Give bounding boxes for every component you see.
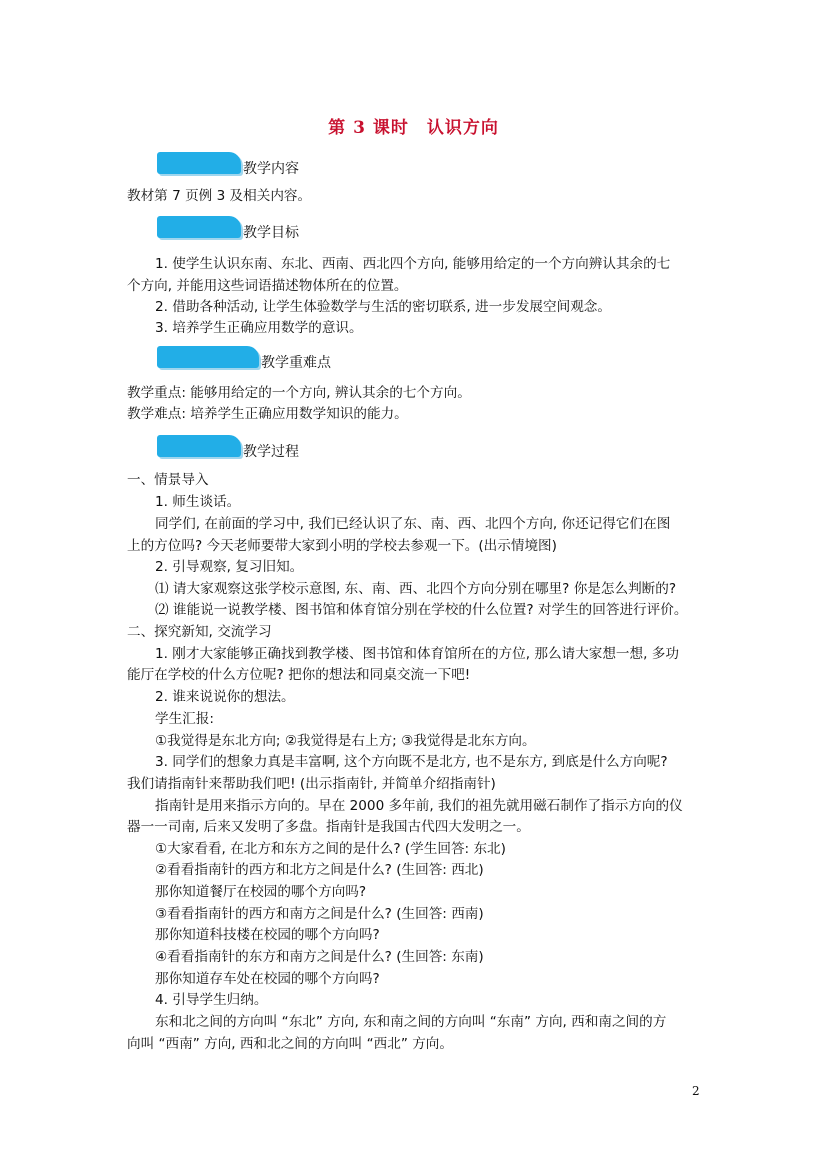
section-label: 教学目标 xyxy=(243,225,299,241)
text-line: 2. 谁来说说你的想法。 xyxy=(155,689,295,705)
text-line: 1. 师生谈话。 xyxy=(155,494,241,510)
text-line: ③看看指南针的西方和南方之间是什么? (生回答: 西南) xyxy=(155,906,484,922)
section-label: 教学过程 xyxy=(243,444,299,460)
text-line: 能厅在学校的什么方位呢? 把你的想法和同桌交流一下吧! xyxy=(127,667,471,683)
section-label: 教学重难点 xyxy=(261,355,331,371)
lesson-title: 第 3 课时 认识方向 xyxy=(328,118,499,138)
text-line: 1. 刚才大家能够正确找到教学楼、图书馆和体育馆所在的方位, 那么请大家想一想, 多功 xyxy=(155,646,679,662)
section-tab-decoration xyxy=(157,216,241,238)
text-line: ④看看指南针的东方和南方之间是什么? (生回答: 东南) xyxy=(155,949,484,965)
text-line: 二、探究新知, 交流学习 xyxy=(127,624,272,640)
text-line: 学生汇报: xyxy=(155,711,214,727)
text-line: 东和北之间的方向叫 “东北” 方向, 东和南之间的方向叫 “东南” 方向, 西和南之间的方 xyxy=(155,1014,667,1030)
text-line: 那你知道科技楼在校园的哪个方向吗? xyxy=(155,927,380,943)
text-line: ①我觉得是东北方向; ②我觉得是右上方; ③我觉得是北东方向。 xyxy=(155,733,536,749)
section-tab-decoration xyxy=(157,435,241,457)
text-line: 那你知道餐厅在校园的哪个方向吗? xyxy=(155,884,367,900)
text-line: ②看看指南针的西方和北方之间是什么? (生回答: 西北) xyxy=(155,862,484,878)
text-line: 3. 同学们的想象力真是丰富啊, 这个方向既不是北方, 也不是东方, 到底是什么方向呢? xyxy=(155,754,668,770)
text-line: 一、情景导入 xyxy=(127,472,209,488)
text-line: 4. 引导学生归纳。 xyxy=(155,992,268,1008)
section-label: 教学内容 xyxy=(243,161,299,177)
text-line: 2. 借助各种活动, 让学生体验数学与生活的密切联系, 进一步发展空间观念。 xyxy=(155,299,611,315)
text-line: 上的方位吗? 今天老师要带大家到小明的学校去参观一下。(出示情境图) xyxy=(127,538,557,554)
text-line: 同学们, 在前面的学习中, 我们已经认识了东、南、西、北四个方向, 你还记得它们在图 xyxy=(155,516,671,532)
text-line: 2. 引导观察, 复习旧知。 xyxy=(155,559,304,575)
text-line: 那你知道存车处在校园的哪个方向吗? xyxy=(155,971,380,987)
text-line: 3. 培养学生正确应用数学的意识。 xyxy=(155,320,363,336)
text-line: 向叫 “西南” 方向, 西和北之间的方向叫 “西北” 方向。 xyxy=(127,1036,453,1052)
page-number: 2 xyxy=(692,1084,700,1098)
text-line: 指南针是用来指示方向的。早在 2000 多年前, 我们的祖先就用磁石制作了指示方向的仪 xyxy=(155,798,683,814)
text-line: ①大家看看, 在北方和东方之间的是什么? (学生回答: 东北) xyxy=(155,841,506,857)
text-line: 教学难点: 培养学生正确应用数学知识的能力。 xyxy=(127,406,408,422)
text-line: 教材第 7 页例 3 及相关内容。 xyxy=(127,188,312,204)
text-line: ⑴ 请大家观察这张学校示意图, 东、南、西、北四个方向分别在哪里? 你是怎么判断的? xyxy=(155,581,677,597)
section-tab-decoration xyxy=(157,346,259,368)
text-line: 个方向, 并能用这些词语描述物体所在的位置。 xyxy=(127,278,408,294)
text-line: 教学重点: 能够用给定的一个方向, 辨认其余的七个方向。 xyxy=(127,385,471,401)
text-line: 器一一司南, 后来又发明了多盘。指南针是我国古代四大发明之一。 xyxy=(127,819,530,835)
text-line: 我们请指南针来帮助我们吧! (出示指南针, 并简单介绍指南针) xyxy=(127,776,496,792)
section-tab-decoration xyxy=(157,152,241,174)
text-line: ⑵ 谁能说一说教学楼、图书馆和体育馆分别在学校的什么位置? 对学生的回答进行评价。 xyxy=(155,602,688,618)
text-line: 1. 使学生认识东南、东北、西南、西北四个方向, 能够用给定的一个方向辨认其余的七 xyxy=(155,256,671,272)
